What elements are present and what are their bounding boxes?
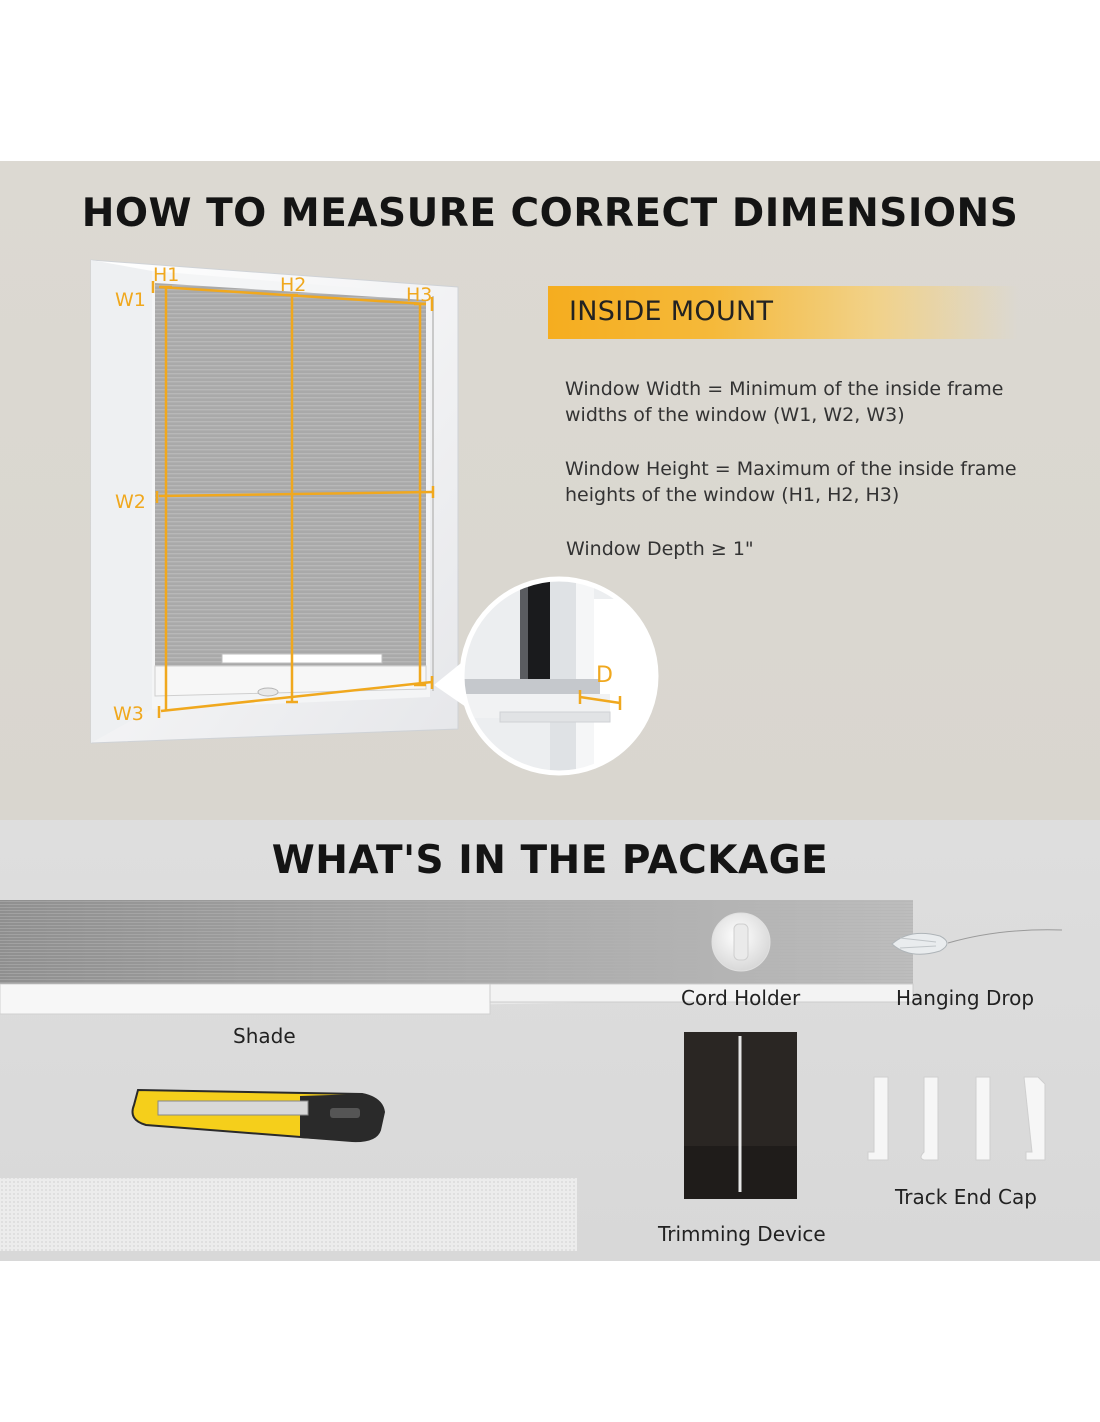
height-line-2: heights of the window (H1, H2, H3) bbox=[565, 484, 900, 506]
height-line-1: Window Height = Maximum of the inside frame bbox=[565, 458, 1017, 480]
inside-mount-banner bbox=[548, 286, 1018, 339]
window-frame bbox=[91, 260, 458, 743]
velcro-strip-image bbox=[0, 1178, 577, 1251]
width-explanation bbox=[565, 376, 1035, 428]
trimming-device-image bbox=[684, 1032, 797, 1199]
utility-knife-image bbox=[133, 1090, 385, 1141]
measure-title: HOW TO MEASURE CORRECT DIMENSIONS bbox=[81, 191, 1019, 236]
label-w3: W3 bbox=[113, 703, 144, 725]
cord-holder-image bbox=[712, 913, 770, 971]
depth-requirement: Window Depth ≥ 1" bbox=[566, 538, 754, 560]
measure-section bbox=[0, 161, 1100, 820]
label-h2: H2 bbox=[280, 274, 307, 296]
label-h1: H1 bbox=[153, 264, 180, 286]
track-end-cap-label: Track End Cap bbox=[895, 1185, 1037, 1209]
label-d: D bbox=[596, 663, 613, 688]
hanging-drop-image bbox=[892, 930, 1062, 954]
label-w1: W1 bbox=[115, 289, 146, 311]
width-line-1: Window Width = Minimum of the inside frame bbox=[565, 378, 1004, 400]
label-w2: W2 bbox=[115, 491, 146, 513]
trimming-device-label: Trimming Device bbox=[658, 1222, 826, 1246]
package-section bbox=[0, 820, 1100, 1261]
shade-label: Shade bbox=[233, 1024, 296, 1048]
depth-detail-zoom bbox=[434, 579, 664, 779]
track-end-cap-image bbox=[868, 1077, 1045, 1160]
label-h3: H3 bbox=[406, 284, 433, 306]
width-line-2: widths of the window (W1, W2, W3) bbox=[565, 404, 905, 426]
cord-holder-label: Cord Holder bbox=[681, 986, 801, 1010]
hanging-drop-label: Hanging Drop bbox=[896, 986, 1035, 1010]
inside-mount-title: INSIDE MOUNT bbox=[569, 296, 774, 327]
package-title: WHAT'S IN THE PACKAGE bbox=[271, 838, 829, 883]
height-explanation bbox=[565, 456, 1035, 508]
